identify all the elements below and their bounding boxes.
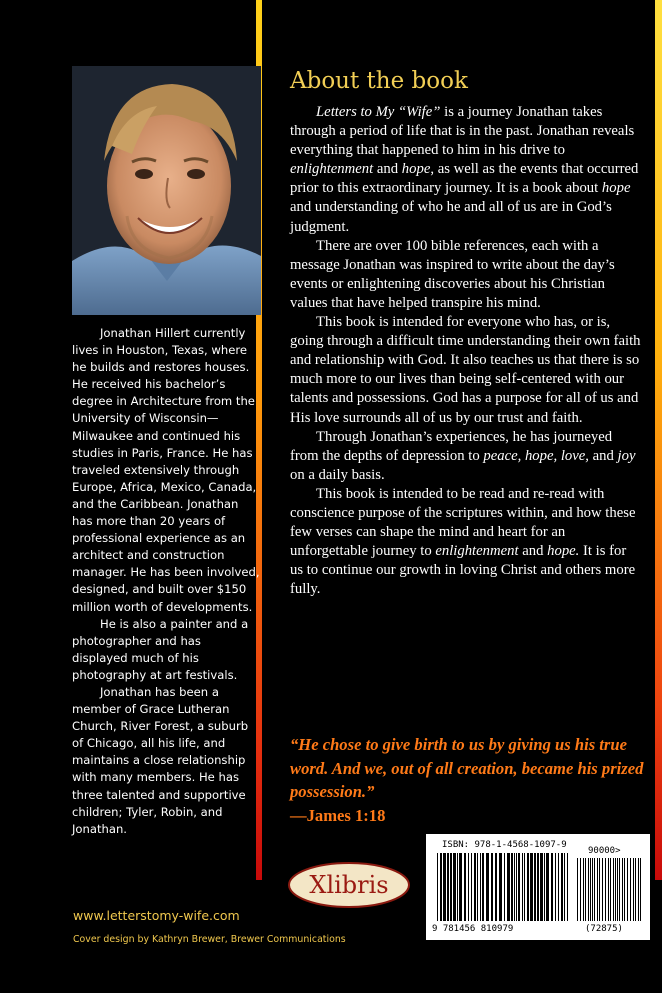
barcode-bar — [453, 853, 456, 921]
right-gradient-stripe — [655, 0, 662, 880]
barcode-bar — [608, 858, 609, 921]
website-link[interactable]: www.letterstomy-wife.com — [73, 908, 240, 923]
barcode-bar — [486, 853, 489, 921]
cover-credit: Cover design by Kathryn Brewer, Brewer Communications — [73, 934, 346, 945]
about-paragraph: There are over 100 bible references, each with a message Jonathan was inspired to write about the day’s events or enlightening discoveries about his Christian values that have helped transpire his mind. — [290, 237, 615, 311]
barcode-bars — [437, 853, 571, 921]
barcode-bar — [597, 858, 598, 921]
barcode-bar — [516, 853, 517, 921]
barcode-bar — [530, 853, 533, 921]
scripture-quote — [290, 733, 650, 828]
about-text — [290, 103, 642, 599]
barcode-number: 9 781456 810979 — [432, 924, 514, 934]
bio-paragraph: He is also a painter and a photographer and has displayed much of his photography at art festivals. — [72, 616, 249, 682]
barcode-bar — [555, 853, 556, 921]
barcode-bar — [534, 853, 536, 921]
barcode-bar — [585, 858, 586, 921]
about-paragraph: Through Jonathan’s experiences, he has journeyed from the depths of depression to peace, hope, love, and joy on a daily basis. — [290, 428, 636, 483]
barcode-bar — [605, 858, 606, 921]
barcode-bar — [640, 858, 641, 921]
about-paragraph: Letters to My “Wife” is a journey Jonathan takes through a period of life that is in the past. Jonathan reveals everything that happened to him in his drive to enlightenment and hope, as well as the events that occurred prior to this extraordinary journey. It is a book about hope and understanding of who he and all of us are in God’s judgment. — [290, 104, 639, 235]
barcode-bar — [524, 853, 525, 921]
barcode-bar — [624, 858, 625, 921]
barcode-bar — [482, 853, 484, 921]
barcode-bar — [459, 853, 462, 921]
barcode-bar — [546, 853, 549, 921]
barcode-bar — [507, 853, 510, 921]
barcode-bar — [511, 853, 513, 921]
barcode-bar — [577, 858, 578, 921]
barcode-bar — [537, 853, 539, 921]
barcode-bar — [504, 853, 505, 921]
barcode-bar — [540, 853, 543, 921]
barcode-bar — [602, 858, 603, 921]
barcode-bar — [477, 853, 478, 921]
barcode-bar — [564, 853, 565, 921]
barcode-bar — [610, 858, 611, 921]
bio-paragraph: Jonathan has been a member of Grace Lutheran Church, River Forest, a suburb of Chicago, all his life, and maintains a close relationship with many members. He has three talented and supportive children; Tyler, Robin, and Jonathan. — [72, 684, 249, 836]
barcode-bar — [567, 853, 568, 921]
barcode-bar — [619, 858, 620, 921]
barcode-bar — [450, 853, 452, 921]
barcode-bar — [464, 853, 466, 921]
barcode-bar — [630, 858, 631, 921]
xlibris-logo — [286, 860, 412, 910]
barcode-bar — [468, 853, 469, 921]
barcode-bar — [491, 853, 493, 921]
author-photo — [72, 66, 261, 315]
barcode-bar — [495, 853, 497, 921]
bio-paragraph: Jonathan Hillert currently lives in Houston, Texas, where he builds and restores houses. He received his bachelor’s degree in Architecture from the University of Wisconsin—Milwaukee and continued his studies in Paris, France. He has traveled extensively through Europe, Africa, Mexico, Canada, and the Caribbean. Jonathan has more than 20 years of professional experience as an architect and construction manager. He has been involved, designed, and built over $150 million worth of developments. — [72, 326, 260, 614]
barcode-bar — [558, 853, 559, 921]
barcode-bar — [440, 853, 442, 921]
barcode-bar — [443, 853, 446, 921]
barcode-bar — [588, 858, 589, 921]
barcode-bar — [561, 853, 563, 921]
isbn-label: ISBN: 978-1-4568-1097-9 — [442, 840, 567, 850]
barcode-bar — [592, 858, 593, 921]
barcode-bar — [635, 858, 636, 921]
barcode-bar — [580, 858, 581, 921]
barcode-bar — [544, 853, 545, 921]
about-title: About the book — [290, 68, 468, 94]
barcode-bar — [447, 853, 449, 921]
barcode-bar — [514, 853, 515, 921]
about-paragraph: This book is intended for everyone who has, or is, going through a difficult time understanding their own faith and relationship with God. It also teaches us that there is so much more to our lives than being self-centered with our talents and possessions. God has a purpose for all of us and His love surrounds all of us by our trust and faith. — [290, 314, 641, 426]
quote-text: “He chose to give birth to us by giving us his true word. And we, out of all creation, became his prized possession.” — [290, 735, 644, 802]
about-paragraph: This book is intended to be read and re-read with conscience purpose of the scriptures within, and how these few verses can shape the mind and heart for an unforgettable journey to enlightenment and hope. It is for us to continue our growth in loving Christ and others more fully. — [290, 485, 636, 598]
barcode-addon: 90000> — [588, 846, 621, 856]
author-portrait-illustration — [72, 66, 261, 315]
barcode-bar — [457, 853, 458, 921]
barcode-bar — [627, 858, 628, 921]
barcode-bar — [615, 858, 616, 921]
barcode-bar — [590, 858, 591, 921]
isbn-barcode — [426, 834, 650, 940]
barcode-bar — [599, 858, 600, 921]
barcode-bar — [474, 853, 476, 921]
barcode-bar — [633, 858, 634, 921]
quote-reference: —James 1:18 — [290, 806, 386, 826]
barcode-bar — [527, 853, 529, 921]
barcode-bar — [583, 858, 584, 921]
barcode-bar — [638, 858, 639, 921]
barcode-addon-bars — [577, 858, 643, 921]
publisher-name: Xlibris — [309, 871, 389, 899]
barcode-price-code: (72875) — [585, 924, 623, 934]
barcode-bar — [613, 858, 614, 921]
barcode-bar — [471, 853, 472, 921]
barcode-bar — [551, 853, 553, 921]
barcode-bar — [480, 853, 481, 921]
book-title: Letters to My “Wife” — [316, 104, 441, 120]
barcode-bar — [437, 853, 438, 921]
barcode-bar — [499, 853, 502, 921]
barcode-bar — [522, 853, 523, 921]
barcode-bar — [594, 858, 595, 921]
author-bio — [72, 325, 260, 838]
barcode-bar — [617, 858, 618, 921]
barcode-bar — [518, 853, 520, 921]
barcode-bar — [622, 858, 623, 921]
